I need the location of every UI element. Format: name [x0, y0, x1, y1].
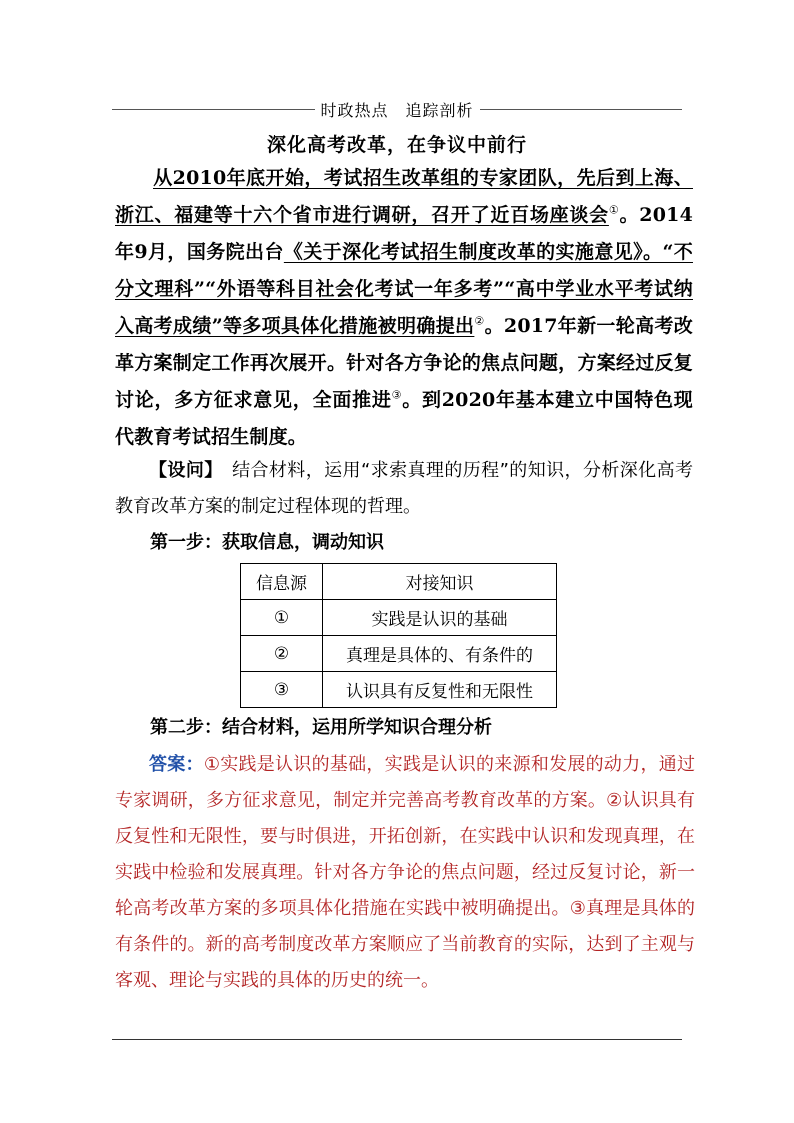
table-cell-knowledge: 认识具有反复性和无限性 — [323, 672, 557, 708]
marker-3: ③ — [391, 388, 403, 402]
marker-1: ① — [608, 203, 620, 217]
table-header-source: 信息源 — [241, 564, 323, 600]
table-cell-knowledge: 实践是认识的基础 — [323, 600, 557, 636]
material-underlined-1: 从2010年底开始，考试招生改革组的专家团队，先后到上海、浙江、福建等十六个省市进行调研，召开了近百场座谈会 — [115, 167, 693, 226]
marker-2: ② — [474, 314, 485, 328]
answer-text: ①实践是认识的基础，实践是认识的来源和发展的动力，通过专家调研，多方征求意见，制定并完善高考教育改革的方案。②认识具有反复性和无限性，要与时俱进，开拓创新，在实践中认识和发现真理，在实践中检验和发展真理。针对各方争论的焦点问题，经过反复讨论，新一轮高考改革方案的多项具体化措施在实践中被明确提出。③真理是具体的有条件的。新的高考制度改革方案顺应了当前教育的实际，达到了主观与客观、理论与实践的具体的历史的统一。 — [115, 754, 696, 991]
table-row — [241, 636, 557, 672]
question-block — [115, 453, 693, 525]
step-two-heading: 第二步：结合材料，运用所学知识合理分析 — [150, 717, 492, 738]
table-header-knowledge: 对接知识 — [323, 564, 557, 600]
material-paragraph — [115, 160, 693, 456]
info-table — [240, 563, 557, 708]
material-underlined-2: 《关于深化考试招生制度改革的实施意见》。“不分文理科”“外语等科目社会化考试一年多考”“高中学业水平考试纳入高考成绩”等多项具体化措施被明确提出 — [115, 241, 693, 337]
step-one-heading: 第一步：获取信息，调动知识 — [150, 532, 384, 553]
section-header — [112, 96, 682, 122]
table-header-row — [241, 564, 557, 600]
header-line-right — [480, 109, 683, 110]
question-label: 【设问】 — [149, 460, 214, 481]
material-text-4: 。2017年新一轮高考改革方案制定工作再次展开。针对各方争论的焦点问题，方案经过反复讨论，多方征求意见，全面推进 — [115, 315, 693, 411]
table-cell-knowledge: 真理是具体的、有条件的 — [323, 636, 557, 672]
footer-divider — [112, 1039, 682, 1040]
question-text: 结合材料，运用“求索真理的历程”的知识，分析深化高考教育改革方案的制定过程体现的哲理。 — [115, 460, 694, 517]
section-header-label: 时政热点 追踪剖析 — [320, 100, 474, 120]
table-cell-source: ③ — [241, 672, 323, 708]
material-text-2: 。2014年9月，国务院出台 — [115, 204, 693, 263]
answer-block — [115, 747, 695, 999]
answer-label: 答案： — [149, 754, 204, 775]
table-cell-source: ① — [241, 600, 323, 636]
table-row — [241, 600, 557, 636]
header-line-left — [112, 109, 315, 110]
table-cell-source: ② — [241, 636, 323, 672]
article-title: 深化高考改革，在争议中前行 — [266, 134, 527, 156]
table-row — [241, 672, 557, 708]
material-text-5: 。到2020年基本建立中国特色现代教育考试招生制度。 — [115, 389, 693, 448]
